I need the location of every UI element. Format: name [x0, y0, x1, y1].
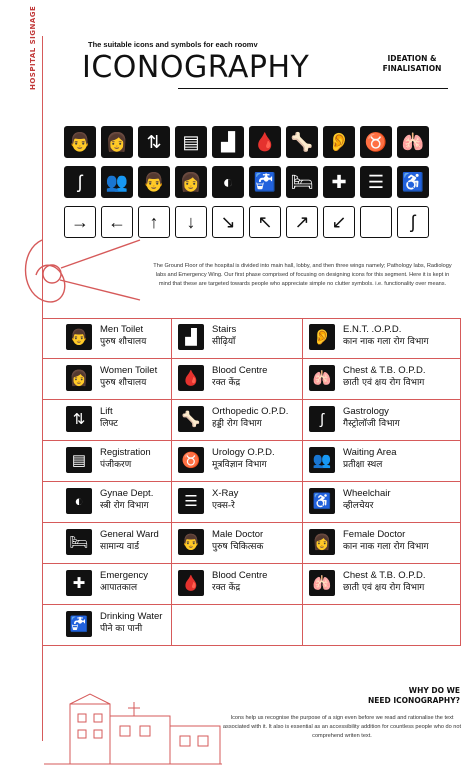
legend-row — [60, 523, 460, 567]
legend-label-en: Waiting Area — [343, 447, 397, 458]
legend-label-en: Wheelchair — [343, 488, 391, 499]
legend-label-en: Drinking Water — [100, 611, 163, 622]
legend-label-hi: छाती एवं क्षय रोग विभाग — [343, 378, 425, 388]
drinking-water-icon: 🚰 — [249, 166, 281, 198]
waiting-area-icon: 👥 — [309, 447, 335, 473]
legend-item — [172, 482, 238, 526]
legend-label-en: Male Doctor — [212, 529, 264, 540]
page-title: ICONOGRAPHY — [82, 50, 310, 85]
legend-label-hi: सामान्य वार्ड — [100, 542, 140, 552]
legend-label-hi: व्हीलचेयर — [343, 501, 374, 511]
legend-label-hi: कान नाक गला रोग विभाग — [343, 337, 429, 347]
legend-row-divider — [42, 645, 460, 646]
knee-joint-icon: 🦴 — [286, 126, 318, 158]
why-heading — [340, 686, 460, 706]
legend-item — [303, 523, 429, 567]
legend-label-en: Women Toilet — [100, 365, 158, 376]
legend-label-en: Men Toilet — [100, 324, 144, 335]
legend-item — [172, 400, 288, 444]
sidebar-label: HOSPITAL SIGNAGE — [29, 5, 37, 90]
legend-row — [60, 564, 460, 608]
legend-item — [60, 400, 118, 444]
kidney-icon: ♉ — [178, 447, 204, 473]
legend-item — [303, 441, 397, 485]
legend-label-en: Blood Centre — [212, 365, 268, 376]
legend-item — [172, 523, 263, 567]
title-underline — [178, 88, 448, 89]
legend-label-hi: प्रतीक्षा स्थल — [343, 460, 383, 470]
blood-bag-icon: 🩸 — [178, 570, 204, 596]
registration-icon: ▤ — [175, 126, 207, 158]
legend-row — [60, 605, 460, 649]
why-heading-line2: NEED ICONOGRAPHY? — [368, 696, 460, 705]
icon-grid-row-2 — [64, 166, 429, 198]
legend-label-hi: स्त्री रोग विभाग — [100, 501, 149, 511]
legend-label-en: Chest & T.B. O.P.D. — [343, 365, 426, 376]
arrow-down-left-icon: ↙ — [323, 206, 355, 238]
cross-icon: ✚ — [323, 166, 355, 198]
legend-row — [60, 400, 460, 444]
legend-item — [60, 359, 157, 403]
blood-bag-icon: 🩸 — [178, 365, 204, 391]
arrow-up-left-icon: ↖ — [249, 206, 281, 238]
blank-tile-icon — [360, 206, 392, 238]
legend-label-en: X-Ray — [212, 488, 239, 499]
bed-icon: 🛏 — [66, 529, 92, 555]
legend-item — [60, 564, 148, 608]
legend-label-hi: रक्त केंद्र — [212, 378, 241, 388]
arrow-right-icon: → — [64, 206, 96, 238]
legend-item — [172, 564, 267, 608]
legend-label-hi: कान नाक गला रोग विभाग — [343, 542, 429, 552]
legend-label-en: Female Doctor — [343, 529, 406, 540]
drinking-water-icon: 🚰 — [66, 611, 92, 637]
legend-label-en: E.N.T. .O.P.D. — [343, 324, 402, 335]
woman-icon: 👩 — [66, 365, 92, 391]
stomach-outline-icon: ʃ — [397, 206, 429, 238]
lungs-icon: 🫁 — [397, 126, 429, 158]
legend-label-en: Lift — [100, 406, 113, 417]
icon-grid-row-3 — [64, 206, 429, 238]
legend-item — [303, 400, 400, 444]
lungs-icon: 🫁 — [309, 365, 335, 391]
legend-item — [303, 564, 426, 608]
legend-label-hi: पुरुष शौचालय — [100, 337, 147, 347]
legend-label-hi: आपातकाल — [100, 583, 138, 593]
legend-label-en: Chest & T.B. O.P.D. — [343, 570, 426, 581]
legend-item — [60, 605, 162, 649]
stomach-icon: ʃ — [309, 406, 335, 432]
legend-label-hi: हड्डी रोग विभाग — [212, 419, 262, 429]
arrow-left-icon: ← — [101, 206, 133, 238]
right-guide-line — [460, 318, 461, 646]
arrow-up-icon: ↑ — [138, 206, 170, 238]
legend-item — [172, 359, 267, 403]
female-doctor-icon: 👩 — [309, 529, 335, 555]
ent-head-icon: 👂 — [323, 126, 355, 158]
legend-item — [172, 318, 236, 362]
ent-head-icon: 👂 — [309, 324, 335, 350]
legend-label-hi: गैस्ट्रोलॉजी विभाग — [343, 419, 400, 429]
phase-badge-line2: FINALISATION — [382, 64, 442, 73]
legend-item — [303, 318, 429, 362]
arrow-up-right-icon: ↗ — [286, 206, 318, 238]
legend-item — [60, 318, 146, 362]
man-icon: 👨 — [66, 324, 92, 350]
legend-label-en: Urology O.P.D. — [212, 447, 275, 458]
legend-label-hi: छाती एवं क्षय रोग विभाग — [343, 583, 425, 593]
legend-label-en: Blood Centre — [212, 570, 268, 581]
stairs-icon: ▟ — [178, 324, 204, 350]
why-body-text: Icons help us recognise the purpose of a sign even before we read and rationalise the text associated with it. It also is essential as an accessibility addition for countless people who do not comprehend writen text. — [222, 715, 462, 739]
male-doctor-icon: 👨 — [138, 166, 170, 198]
legend-row — [60, 359, 460, 403]
legend-label-hi: मूत्रविज्ञान विभाग — [212, 460, 267, 470]
gynae-icon: ◐ — [66, 488, 92, 514]
legend-item — [60, 523, 159, 567]
kidney-icon: ♉ — [360, 126, 392, 158]
gynae-icon: ◐ — [212, 166, 244, 198]
legend-row — [60, 482, 460, 526]
xray-icon: ☰ — [178, 488, 204, 514]
legend-item — [303, 482, 391, 526]
xray-icon: ☰ — [360, 166, 392, 198]
icon-grid-row-1 — [64, 126, 429, 158]
legend-label-hi: पुरुष चिकित्सक — [212, 542, 264, 552]
legend-row — [60, 441, 460, 485]
female-doctor-icon: 👩 — [175, 166, 207, 198]
arrow-down-right-icon: ↘ — [212, 206, 244, 238]
legend-label-hi: रक्त केंद्र — [212, 583, 241, 593]
legend-item — [60, 441, 151, 485]
man-icon: 👨 — [64, 126, 96, 158]
male-doctor-icon: 👨 — [178, 529, 204, 555]
bed-icon: 🛏 — [286, 166, 318, 198]
legend-label-en: Emergency — [100, 570, 149, 581]
wheelchair-icon: ♿ — [397, 166, 429, 198]
arrow-down-icon: ↓ — [175, 206, 207, 238]
registration-icon: ▤ — [66, 447, 92, 473]
legend-label-hi: पुरुष शौचालय — [100, 378, 147, 388]
ground-floor-description: The Ground Floor of the hospital is divided into main hall, lobby, and then three wings namely; Pathology labs, Radiology labs and Emergency Wing. Our first phase comprised of focusing on designing icons for this segment. Here it is kept in mind that these are targeted towards people who appreciate simple no clutter symbols. i.e. functionality over means. — [153, 263, 452, 287]
why-heading-line1: WHY DO WE — [408, 686, 460, 695]
legend-label-hi: लिफ्ट — [100, 419, 118, 429]
left-guide-line — [42, 36, 43, 741]
legend-label-en: Registration — [100, 447, 151, 458]
stairs-icon: ▟ — [212, 126, 244, 158]
stomach-icon: ʃ — [64, 166, 96, 198]
lift-icon: ⇅ — [66, 406, 92, 432]
legend-label-hi: एक्स-रे — [212, 501, 235, 511]
blood-bag-icon: 🩸 — [249, 126, 281, 158]
legend-item — [303, 359, 426, 403]
waiting-area-icon: 👥 — [101, 166, 133, 198]
lift-icon: ⇅ — [138, 126, 170, 158]
legend-label-en: Gynae Dept. — [100, 488, 154, 499]
legend-label-en: Gastrology — [343, 406, 389, 417]
legend-label-en: Stairs — [212, 324, 237, 335]
legend-row — [60, 318, 460, 362]
legend-item — [60, 482, 153, 526]
legend-item — [172, 441, 275, 485]
legend-label-hi: पंजीकरण — [100, 460, 132, 470]
woman-icon: 👩 — [101, 126, 133, 158]
page-subtitle: The suitable icons and symbols for each roomv — [88, 40, 258, 49]
legend-label-hi: पीने का पानी — [100, 624, 143, 634]
legend-label-en: Orthopedic O.P.D. — [212, 406, 289, 417]
cross-icon: ✚ — [66, 570, 92, 596]
lungs-icon: 🫁 — [309, 570, 335, 596]
legend-label-hi: सीढ़ियाँ — [212, 337, 236, 347]
legend-label-en: General Ward — [100, 529, 159, 540]
phase-badge-line1: IDEATION & — [387, 54, 437, 63]
knee-joint-icon: 🦴 — [178, 406, 204, 432]
phase-badge — [372, 54, 452, 74]
wheelchair-icon: ♿ — [309, 488, 335, 514]
